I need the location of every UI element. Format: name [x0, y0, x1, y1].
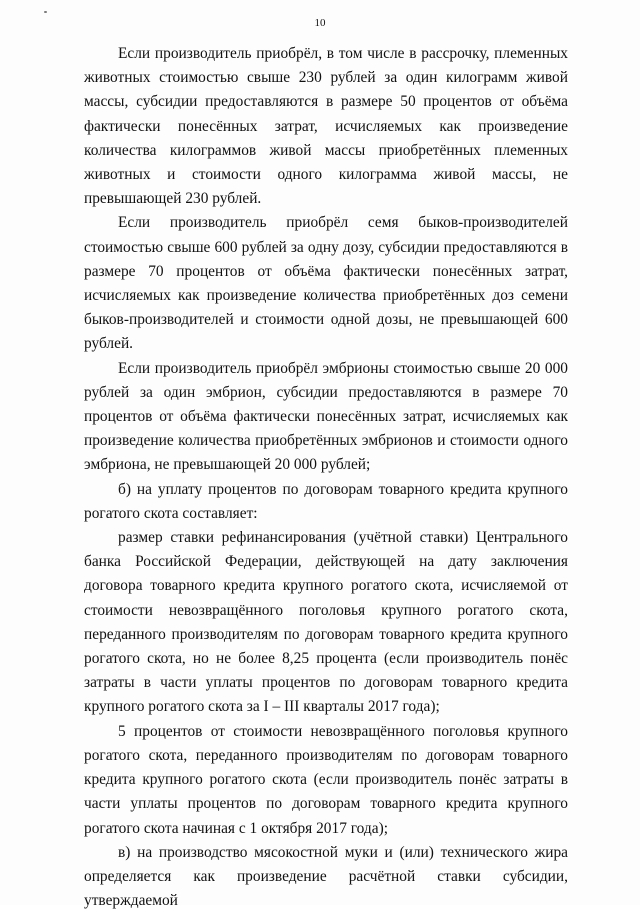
paragraph-2: Если производитель приобрёл семя быков-производителей стоимостью свыше 600 рублей за одну дозу, субсидии предоставляются в размере 70 процентов от объёма фактически понесённых затрат, исчисляемых как произведение количества приобретённых доз семени быков-производителей и стоимости одной дозы, не превышающей 600 рублей.	[84, 214, 568, 353]
paragraph-6: 5 процентов от стоимости невозвращённого поголовья крупного рогатого скота, переданного производителям по договорам товарного кредита крупного рогатого скота (если производитель понёс затраты в части уплаты процентов по договорам товарного кредита крупного рогатого скота начиная с 1 октября 2017 года);	[84, 722, 568, 837]
page-number: 10	[314, 17, 326, 29]
paragraph-1: Если производитель приобрёл, в том числе в рассрочку, племенных животных стоимостью свыше 230 рублей за один килограмм живой массы, субсидии предоставляются в размере 50 процентов от объёма фактически понесённых затрат, исчисляемых как произведение количества килограммов живой массы приобретённых племенных животных и стоимости одного килограмма живой массы, не превышающей 230 рублей.	[84, 45, 568, 208]
paragraph-5: размер ставки рефинансирования (учётной ставки) Центрального банка Российской Федерации, действующей на дату заключения договора товарного кредита крупного рогатого скота, исчисляемой от стоимости невозвращённого поголовья крупного рогатого скота, переданного производителям по договорам товарного кредита крупного рогатого скота, но не более 8,25 процента (если производитель понёс затраты в части уплаты процентов по договорам товарного кредита крупного рогатого скота за I – III кварталы 2017 года);	[84, 529, 568, 716]
paragraph-7: в) на производство мясокостной муки и (или) технического жира определяется как произведение расчётной ставки субсидии, утверждаемой	[84, 843, 568, 910]
paragraph-4: б) на уплату процентов по договорам товарного кредита крупного рогатого скота составляет:	[84, 480, 568, 522]
paragraph-3: Если производитель приобрёл эмбрионы стоимостью свыше 20 000 рублей за один эмбрион, субсидии предоставляются в размере 70 процентов от объёма фактически понесённых затрат, исчисляемых как произведение количества приобретённых эмбрионов и стоимости одного эмбриона, не превышающей 20 000 рублей;	[84, 359, 568, 474]
scan-speck	[44, 11, 47, 13]
document-body	[84, 42, 568, 913]
